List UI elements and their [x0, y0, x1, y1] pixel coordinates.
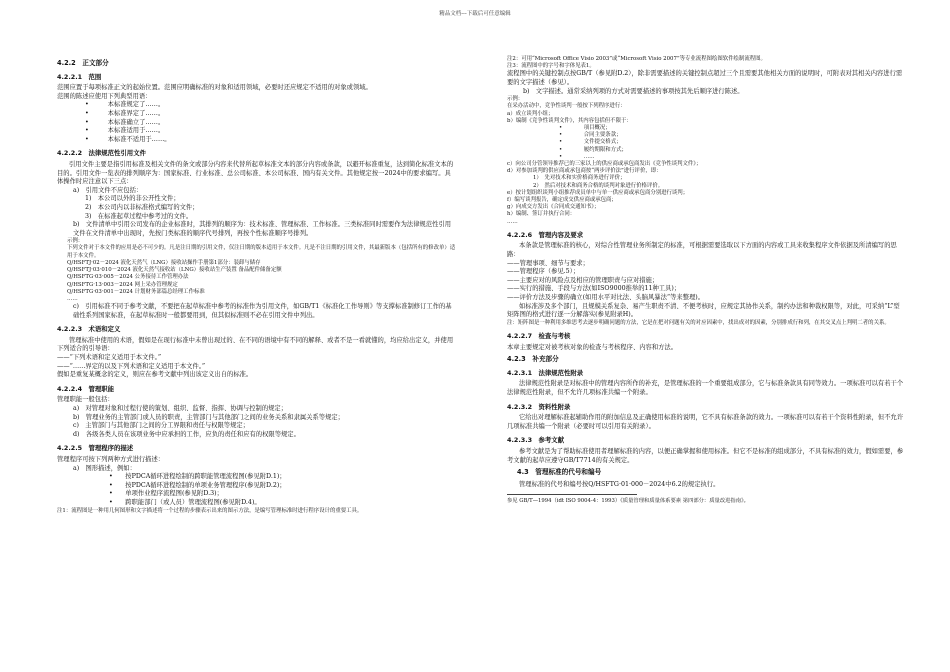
section-heading: 4.2.2.4 管理职能	[57, 384, 115, 393]
text-line: • 本标准不适用于……。	[85, 135, 171, 143]
section-heading: 4.2.3 补充部分	[507, 355, 559, 364]
section-heading: 4.2.2.5 管理程序的描述	[57, 444, 134, 453]
text-line: ……	[67, 295, 78, 302]
text-line: c) 引用标准不同于参考文献，不要把在起草标准中参考的标准作为引用文件，如GB/T1《标准化工作导则》等支撑标准制修订工作的基础性系列国家标准，在起草标准时一般都要用到，但其似标准则不必在引用文件中列出。	[73, 303, 452, 319]
section-heading: 4.2.3.3 参考文献	[507, 436, 565, 445]
section-heading: 4.2.2.7 检查与考核	[507, 331, 571, 340]
text-line: ——“下列术语和定义适用于本文件。”	[57, 354, 162, 362]
text-line: Q/HSFTG·03·005－2024 公务接待工作管理办法	[67, 274, 189, 281]
text-line: b）编制《竞争性谈判文件》，其内容包括但不限于：	[507, 117, 632, 124]
text-line: d) 各级各类人员在该项业务中应承担的工作，应负的责任和应有的权限等规定。	[73, 430, 300, 438]
text-line: a) 图形描述，例如：	[73, 464, 136, 472]
text-line: 它给出对理解标准起辅助作用的附加信息及正确使用标准的说明，它不具有标准条款的效力。一项标准可以有若干个资料性附录，但不允许几项标准共编一个附录（必要时可以引用有关附录）。	[507, 414, 904, 430]
text-line: b) 管理业务的主管部门或人员的职责，主管部门与其他部门之间的业务关系和隶属关系等规定；	[73, 413, 344, 421]
text-line: c) 主管部门与其他部门之间的分工界限和责任与权限等规定；	[73, 422, 249, 430]
text-line: • 履约期限和方式；	[559, 146, 627, 153]
text-line: 1) 本公司以外的非公开性文件；	[85, 195, 180, 203]
text-line: • 按PDCA循环进程绘制的跨职能管理流程图(参见附D.1)；	[109, 473, 286, 481]
text-line: • 本标准规定了……。	[85, 101, 165, 109]
section-heading: 4.2.3.2 资料性附录	[507, 402, 571, 411]
text-line: 2） 然后对技术和商务合格的谈判对象进行价格评价。	[533, 182, 664, 189]
text-line: 参考文献是为了帮助标准使用者理解标准的内容，以便正确掌握和使用标准。但它不是标准的组成部分，不具有标准的效力，假如需要，参考文献的起草应遵守GB/T7714的有关规定。	[507, 447, 904, 464]
text-line: • 项目概况；	[559, 125, 611, 131]
text-line: c）向公司分管领导推荐已的三家以上的供应商或承包商发出《竞争性谈判文件》；	[507, 161, 702, 168]
text-line: f）编写谈判报告，确定成交供应商或承包商；	[507, 197, 617, 204]
text-line: Q/HSFTG·03·001－2024 计划财务部篇总经理工作标准	[67, 288, 205, 295]
text-line: • 本标准适用于……。	[85, 127, 165, 135]
section-heading: 4.2.2.1 范围	[57, 72, 102, 81]
text-line: g）向成交方发出《合同成交通知书》；	[507, 204, 600, 211]
text-line: • 本标准界定了……。	[85, 109, 165, 117]
page-header: 精品文档---下载后可任意编辑	[439, 11, 511, 17]
text-line: ——管理事项、细节与要求；	[507, 259, 589, 267]
text-line: 注1：流程图是一种用几何图形和文字描述将一个过程的步骤表示出来的图示方法，是编写管理标准时进行程序设计的重要工具。	[57, 507, 363, 514]
text-line: ——主要应对的风险点及相应的管理职责与应对措施；	[507, 276, 659, 284]
text-line: • 按PDCA循环进程绘制的单项业务管理程序(参见附D.2)；	[109, 481, 286, 489]
text-line: 下列文件对于本文件的应用是必不可少的。凡是注日期的引用文件，仅注日期的版本适用于本文件。凡是不注日期的引用文件，其最新版本（包括所有的修改单）适用于本文件。	[67, 245, 456, 259]
text-line: • 跨职能部门（或人员）管理流程图(参见附D.4)。	[109, 498, 261, 506]
left-column	[57, 56, 457, 515]
section-heading: 4.2.3.1 法律规范性附录	[507, 368, 584, 377]
text-line: 本条款是管理标准的核心，对综合性管理业务所制定的标准，可根据需要选取以下方面的内容或工具来收集程序文件依据及所清编写的思路：	[507, 242, 897, 259]
text-line: a) 对管理对象和过程行使的策划、组织、监督、指挥、协调与控制的规定；	[73, 405, 288, 413]
text-line: d）对参加谈判的供应商或承包商按“两步评价法”进行评价，即：	[507, 168, 662, 175]
text-line: ——管理程序（参见.5）；	[507, 268, 580, 276]
text-line: 法律规范性附录是对标准中的管理内容所作的补充，是管理标准的一个重要组成部分，它与标准条款具有同等效力。一项标准可以有若干个法律规范性附录，但不允许几项标准共编一个附录。	[507, 380, 904, 396]
text-line: Q/HSFTJ·02－2024 液化天然气（LNG）接收站操作手册第1部分：装卸与储存	[67, 259, 261, 266]
text-line: 管理标准的代号和编号按Q/HSFTG·01·000－2024中6.2的规定执行。	[519, 480, 720, 488]
text-line: 注3：流程图中的字号和字体见表1。	[507, 63, 595, 70]
text-line: 范围应置于每项标准正文的起始位置。范围应明确标准的对象和适用领域，必要时还应规定不适用的对象或领域。	[57, 84, 372, 92]
text-line: • ……	[559, 153, 595, 160]
text-line: ——评价方法及步骤的确立(如用水平对比法、头脑风暴法“等来整理)。	[507, 294, 705, 301]
text-line: 范围的陈述应使用下列典型用语：	[57, 92, 152, 100]
text-line: 3) 在标准起草过程中参考过的文件。	[85, 212, 193, 220]
text-line: 示例：	[507, 96, 524, 103]
section-heading: 4.3 管理标准的代号和编号	[517, 468, 602, 477]
section-heading: 4.2.2.6 管理内容及要求	[507, 230, 584, 239]
section-heading: 4.2.2 正文部分	[57, 59, 109, 67]
text-line: • 单项作业程序流程图(参见附D.3)；	[109, 490, 223, 498]
text-line: 管理职能一般包括：	[57, 396, 114, 404]
text-line: 1） 先对技术和实价格商务进行评价；	[533, 175, 626, 182]
text-line: h）编制、签订并执行合同：	[507, 211, 576, 218]
text-line: ——“……界定的以及下列术语和定义适用于本文件。”	[57, 362, 206, 370]
text-line: a）成立谈判小组；	[507, 110, 554, 117]
text-line: • 本标准确立了……。	[85, 118, 165, 126]
text-line: b) 文字描述。通常采纳列项的方式对需要描述的事项按其先后顺序进行陈述。	[523, 87, 744, 95]
text-line: 流程图中的关键控制点按GB/T（参见附D.2），除非需要描述的关键控制点超过三个且需要其他相关方面的说明时，可附表对其相关内容进行需要的文字描述（参见）。	[507, 70, 903, 86]
text-line: 注2：可用“Microsoft Office Visio 2003”或“Microsoft Visio 2007”等专业流程图绘图软件绘制流程图。	[507, 56, 766, 62]
text-line: 管理程序可按下列两种方式进行描述：	[57, 456, 165, 464]
text-line: • 合同主要条款；	[559, 132, 622, 139]
section-heading: 4.2.2.3 术语和定义	[57, 325, 121, 334]
text-line: 示例：	[67, 238, 84, 245]
text-line: • 文件提交格式；	[559, 139, 622, 146]
text-line: 本章主要规定对被考核对象的检查与考核程序、内容和方法。	[507, 343, 678, 351]
text-line: 在采办活动中，竞争性谈判一般按下列程序进行：	[507, 103, 626, 110]
text-line: ——实行的措施、手段与方法(如ISO9000推举的11种工具)；	[507, 285, 681, 293]
text-line: 注：矩阵图是一种利用多维思考去逐步明确问题的方法，它是在把对问题有关的对应因素中，找出成对的因素，分别排成行和列，在其交叉点上判明二者的关系。	[507, 319, 890, 326]
text-line: b) 文件清单中引用公司发布的企业标准时，其排列的顺序为：技术标准、管理标准、工作标准。三类标准同时需要作为法律规范性引用文件在文件清单中出现时，先按门类标准的顺序代号排列，再按个性标准顺序号排列。	[73, 221, 452, 237]
text-line: Q/HSFTJ·03·010－2024 液化天然气接收站（LNG）接收站生产装置 备品配件储备定额	[67, 267, 282, 274]
text-line: 管理标准中使用的术语，假如是在现行标准中未曾出现过的、在不同的语境中有不同的解释、或者不是一看就懂的，均应给出定义，并使用下列适合的引导语：	[57, 336, 454, 353]
text-line: 2) 本公司内以非标准格式编写的文件；	[85, 203, 199, 211]
section-heading: 4.2.2.2 法律规范性引用文件	[57, 149, 146, 158]
text-line: 引用文件主要是指引用标准及相关文件的条文或部分内容来代替所起草标准文本的部分内容或条款，以避开标准重复，达到简化标准文本的目的。引用文件一览表的排列顺序为：国家标准、行业标准、总公司标准、本公司标准、国内有关文件。其他规定按一2024中的要求编写。具体操作时应注意以下三点：	[57, 160, 454, 186]
text-line: a) 引用文件不应包括：	[73, 186, 143, 194]
text-line: e）按计划组织谈判小组推荐成员单中与单一供应商或承包商分别进行谈判；	[507, 189, 689, 196]
text-line: 假如是重复某概念的定义，则应在参考文献中列出该定义出自的标准。	[57, 371, 253, 379]
text-line: 参见 GB/T—1994（idt ISO 9004-4：1993）《质量管理和质量体系要素 第四部分：质量改进指南》。	[507, 498, 749, 505]
text-line: 如标准涉及多个部门，且规模关系复杂、易产生职责不清、不便考核时，应规定其协作关系，制约办法和种裁权限等，对此，可采纳“L”型矩阵图的格式进行逐一分解落实(参见附录H)。	[507, 302, 900, 319]
footnote-rule	[507, 494, 637, 495]
text-line: ……	[507, 218, 518, 225]
text-line: Q/HSFTG·13·003－2024 网上采办管理规定	[67, 281, 178, 288]
right-column	[507, 56, 905, 505]
